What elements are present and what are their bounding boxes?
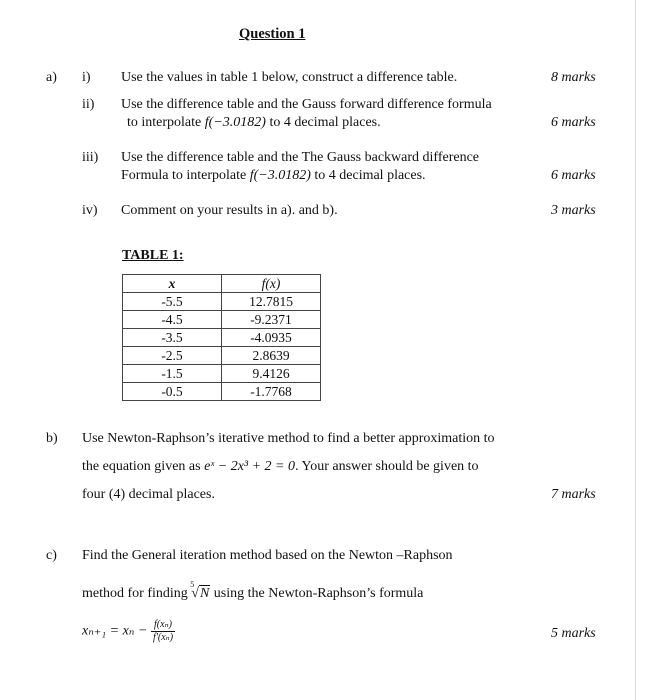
- part-b-equation: eˣ − 2x³ + 2 = 0: [204, 459, 295, 474]
- table-row: [123, 311, 321, 329]
- table-header-fx: f(x): [222, 275, 321, 293]
- data-table: [122, 274, 321, 401]
- part-c-marks: 5 marks: [551, 626, 596, 641]
- table-cell-fx: 9.4126: [222, 365, 321, 383]
- table-row: [123, 293, 321, 311]
- item-ii-marks: 6 marks: [551, 115, 596, 130]
- item-iii-marks: 6 marks: [551, 168, 596, 183]
- item-iv-number: iv): [82, 203, 98, 218]
- item-ii-line1: Use the difference table and the Gauss forward difference formula: [121, 97, 492, 112]
- part-c-line2: [82, 580, 424, 602]
- item-i-marks: 8 marks: [551, 70, 596, 85]
- table-cell-x: -2.5: [123, 347, 222, 365]
- item-iii-prefix: Formula to interpolate: [121, 168, 247, 183]
- table-cell-fx: -1.7768: [222, 383, 321, 401]
- part-b-suffix: . Your answer should be given to: [295, 459, 479, 474]
- item-iv-marks: 3 marks: [551, 203, 596, 218]
- item-i-text: Use the values in table 1 below, construct a difference table.: [121, 70, 458, 85]
- fifth-root-symbol: 5 √N: [190, 580, 210, 601]
- table-row: [123, 383, 321, 401]
- part-b-line1: Use Newton-Raphson’s iterative method to find a better approximation to: [82, 431, 495, 446]
- table-header-row: [123, 275, 321, 293]
- item-i-number: i): [82, 70, 91, 85]
- item-ii-line2: [127, 115, 381, 131]
- formula-lhs: xₙ₊₁ = xₙ −: [82, 623, 148, 639]
- part-c-prefix: method for finding: [82, 586, 188, 601]
- table-cell-x: -4.5: [123, 311, 222, 329]
- part-b-prefix: the equation given as: [82, 459, 201, 474]
- table-cell-fx: 2.8639: [222, 347, 321, 365]
- item-iii-line1: Use the difference table and the The Gauss backward difference: [121, 150, 480, 165]
- part-b-line2: [82, 459, 479, 475]
- item-ii-number: ii): [82, 97, 95, 112]
- part-b-label: b): [46, 431, 58, 446]
- table-header-x: x: [123, 275, 222, 293]
- table-cell-fx: -4.0935: [222, 329, 321, 347]
- item-iii-number: iii): [82, 150, 99, 165]
- part-c-line1: Find the General iteration method based on the Newton –Raphson: [82, 548, 453, 563]
- item-ii-suffix: to 4 decimal places.: [269, 115, 381, 130]
- table-cell-x: -1.5: [123, 365, 222, 383]
- part-a-label: a): [46, 70, 57, 85]
- table-cell-x: -5.5: [123, 293, 222, 311]
- item-iii-suffix: to 4 decimal places.: [314, 168, 426, 183]
- part-c-suffix: using the Newton-Raphson’s formula: [213, 586, 424, 601]
- item-iv-text: Comment on your results in a). and b).: [121, 203, 338, 218]
- table-cell-fx: 12.7815: [222, 293, 321, 311]
- table-title: TABLE 1:: [122, 248, 184, 263]
- table-row: [123, 365, 321, 383]
- item-ii-prefix: to interpolate: [127, 115, 202, 130]
- item-iii-expression: f(−3.0182): [249, 168, 311, 183]
- table-row: [123, 347, 321, 365]
- formula-denominator: f′(xₙ): [152, 632, 174, 643]
- newton-raphson-formula: [82, 619, 175, 644]
- table-row: [123, 329, 321, 347]
- formula-numerator: f(xₙ): [151, 619, 175, 632]
- table-cell-fx: -9.2371: [222, 311, 321, 329]
- table-cell-x: -3.5: [123, 329, 222, 347]
- part-c-label: c): [46, 548, 57, 563]
- root-index: 5: [190, 580, 195, 589]
- table-cell-x: -0.5: [123, 383, 222, 401]
- question-title: Question 1: [239, 26, 306, 42]
- part-b-marks: 7 marks: [551, 487, 596, 502]
- item-ii-expression: f(−3.0182): [204, 115, 266, 130]
- formula-fraction: [151, 619, 175, 644]
- root-radicand: N: [199, 586, 210, 601]
- item-iii-line2: [121, 168, 426, 184]
- part-b-line3: four (4) decimal places.: [82, 487, 215, 502]
